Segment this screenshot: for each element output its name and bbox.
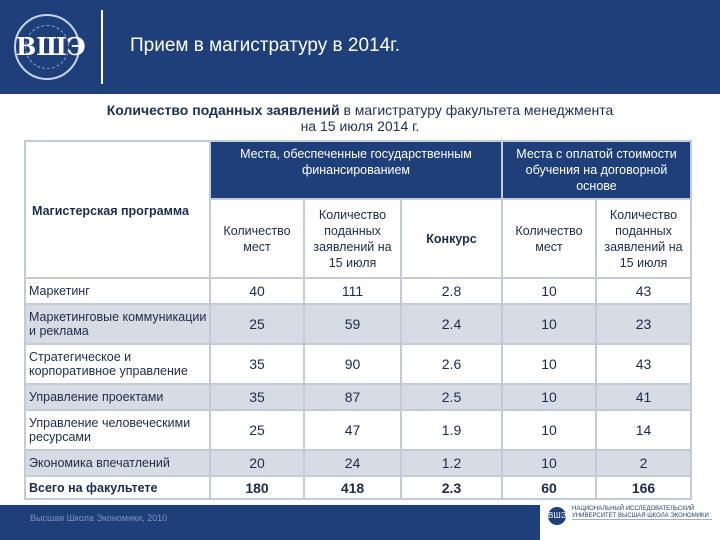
header-budget-places: Количество мест: [211, 200, 303, 277]
footer-logo-icon: ВШЭ: [548, 507, 566, 525]
cell-paid-apps: 43: [597, 345, 690, 383]
cell-budget-apps: 59: [305, 305, 400, 343]
cell-paid-apps: 2: [597, 451, 690, 475]
header-divider: [101, 10, 103, 84]
cell-budget-apps: 87: [305, 385, 400, 409]
footer-brand: [540, 502, 720, 540]
caption-date: на 15 июля 2014 г.: [300, 118, 420, 134]
total-row-label: Всего на факультете: [26, 477, 209, 498]
row-program: Управление человеческими ресурсами: [26, 411, 209, 449]
total-budget-apps: 418: [305, 477, 400, 498]
total-paid-apps: 166: [597, 477, 690, 498]
total-paid-places: 60: [503, 477, 595, 498]
header-paid-places: Количество мест: [503, 200, 595, 277]
slide-header: [0, 0, 720, 94]
cell-paid-apps: 41: [597, 385, 690, 409]
logo-monogram: ВШЭ: [16, 32, 86, 61]
cell-contest: 2.6: [402, 345, 501, 383]
cell-paid-places: 10: [503, 305, 595, 343]
cell-paid-apps: 14: [597, 411, 690, 449]
total-budget-places: 180: [211, 477, 303, 498]
cell-budget-places: 35: [211, 345, 303, 383]
footer-university-name: НАЦИОНАЛЬНЫЙ ИССЛЕДОВАТЕЛЬСКИЙ УНИВЕРСИТЕТ ВЫСШАЯ ШКОЛА ЭКОНОМИКИ: [572, 506, 709, 519]
row-program: Управление проектами: [26, 385, 209, 409]
cell-contest: 2.5: [402, 385, 501, 409]
header-budget-group: Места, обеспеченные государственным финансированием: [211, 142, 501, 198]
cell-paid-places: 10: [503, 279, 595, 303]
header-program: Магистерская программа: [32, 204, 189, 218]
cell-paid-apps: 23: [597, 305, 690, 343]
row-program: Маркетинг: [26, 279, 209, 303]
header-budget-apps: Количество поданных заявлений на 15 июля: [305, 200, 400, 277]
header-contest: Конкурс: [402, 200, 501, 277]
cell-paid-apps: 43: [597, 279, 690, 303]
header-paid-group: Места с оплатой стоимости обучения на договорной основе: [503, 142, 690, 198]
cell-contest: 1.9: [402, 411, 501, 449]
row-program: Маркетинговые коммуникации и реклама: [26, 305, 209, 343]
total-contest: 2.3: [402, 477, 501, 498]
caption-rest: в магистратуру факультета менеджмента: [339, 102, 614, 118]
footer-copyright: Высшая Школа Экономики, 2010: [30, 513, 168, 523]
cell-contest: 1.2: [402, 451, 501, 475]
cell-contest: 2.8: [402, 279, 501, 303]
header-paid-apps: Количество поданных заявлений на 15 июля: [597, 200, 690, 277]
row-program: Экономика впечатлений: [26, 451, 209, 475]
cell-paid-places: 10: [503, 345, 595, 383]
row-program: Стратегическое и корпоративное управление: [26, 345, 209, 383]
cell-budget-places: 25: [211, 305, 303, 343]
cell-contest: 2.4: [402, 305, 501, 343]
cell-budget-places: 25: [211, 411, 303, 449]
cell-budget-apps: 90: [305, 345, 400, 383]
cell-budget-apps: 24: [305, 451, 400, 475]
cell-budget-apps: 47: [305, 411, 400, 449]
caption-bold: Количество поданных заявлений: [106, 102, 340, 118]
cell-paid-places: 10: [503, 451, 595, 475]
cell-budget-places: 20: [211, 451, 303, 475]
cell-budget-apps: 111: [305, 279, 400, 303]
footer-divider: [572, 519, 712, 520]
cell-budget-places: 40: [211, 279, 303, 303]
header-program-cell: [26, 142, 209, 277]
cell-budget-places: 35: [211, 385, 303, 409]
cell-paid-places: 10: [503, 411, 595, 449]
cell-paid-places: 10: [503, 385, 595, 409]
slide-title: Прием в магистратуру в 2014г.: [130, 35, 401, 56]
admissions-table: [24, 140, 692, 500]
hse-logo-icon: [14, 14, 86, 80]
table-caption: [40, 102, 680, 134]
